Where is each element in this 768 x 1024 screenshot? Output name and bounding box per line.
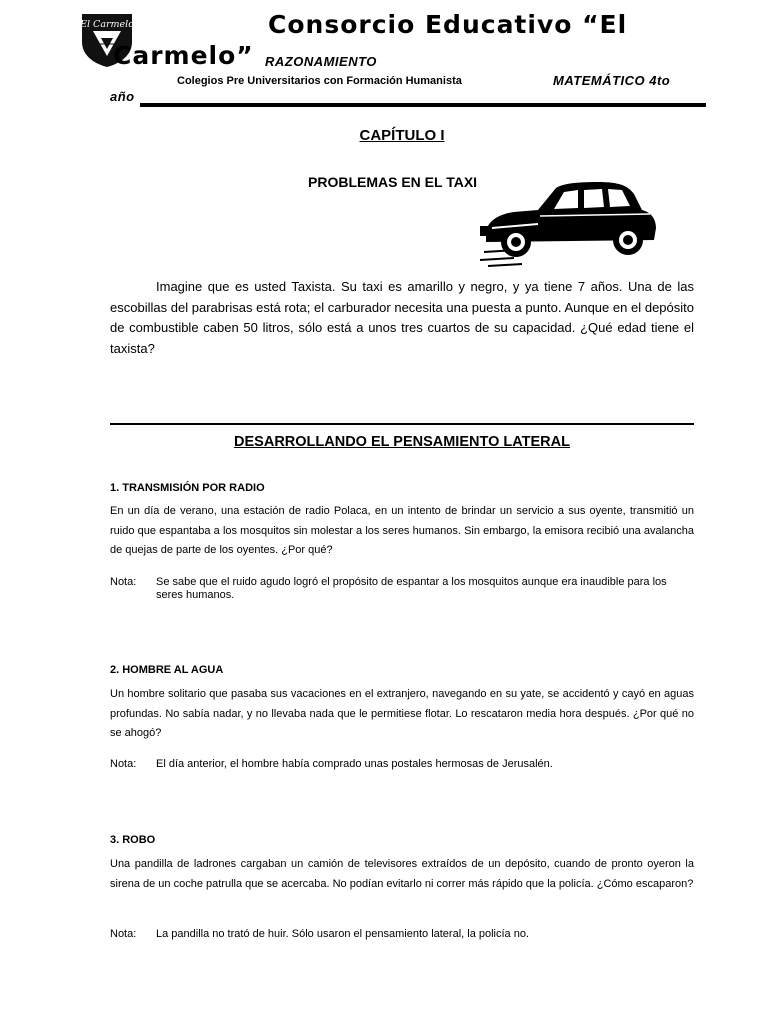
note-label: Nota: — [110, 928, 137, 940]
problem-2-body: Un hombre solitario que pasaba sus vacaciones en el extranjero, navegando en su yate, se accidentó y cayó en aguas profundas. No sabía nadar, y no llevaba nada que le permitiese flotar. Lo rescataron media hora después. ¿Por qué no se ahogó? — [110, 688, 694, 739]
problem-2-note — [110, 758, 694, 771]
header-title-line1: Consorcio Educativo “El — [268, 10, 628, 39]
header-grade: año — [110, 89, 135, 104]
section-divider — [110, 423, 694, 425]
chapter-title: CAPÍTULO I — [359, 127, 445, 144]
header-tagline: Colegios Pre Universitarios con Formación Humanista — [177, 75, 462, 87]
note-text: Se sabe que el ruido agudo logró el propósito de espantar a los mosquitos aunque era inaudible para los seres humanos. — [156, 576, 667, 601]
problem-1-body: En un día de verano, una estación de radio Polaca, en un intento de brindar un servicio a sus oyente, transmitió un ruido que espantaba a los mosquitos sin molestar a los seres humanos. Sin embargo, la emisora recibió una avalancha de quejas de parte de los oyentes. ¿Por qué? — [110, 505, 694, 556]
chapter-subtitle: PROBLEMAS EN EL TAXI — [308, 174, 478, 190]
note-text: La pandilla no trató de huir. Sólo usaron el pensamiento lateral, la policía no. — [156, 928, 530, 940]
problem-3-note — [110, 928, 694, 941]
note-text: El día anterior, el hombre había comprado unas postales hermosas de Jerusalén. — [156, 758, 553, 770]
note-label: Nota: — [110, 758, 137, 770]
problem-3-title: 3. ROBO — [110, 834, 156, 846]
note-label: Nota: — [110, 576, 137, 588]
problem-3-body: Una pandilla de ladrones cargaban un camión de televisores extraídos de un depósito, cuando de pronto oyeron la sirena de un coche patrulla que se acercaba. No podían evitarlo ni correr más rápido que la policía. ¿Cómo escaparon? — [110, 858, 694, 890]
intro-text: Imagine que es usted Taxista. Su taxi es amarillo y negro, y ya tiene 7 años. Una de las escobillas del parabrisas está rota; el carburador necesita una puesta a punto. Aunque en el depósito de combustible caben 50 litros, sólo está a unos tres cuartos de su capacidad. ¿Qué edad tiene el taxista? — [110, 279, 694, 356]
problem-1-note — [110, 576, 694, 602]
taxi-car-illustration — [478, 180, 660, 268]
problem-1-title: 1. TRANSMISIÓN POR RADIO — [110, 482, 265, 494]
header-divider — [140, 103, 706, 107]
header-subject-part1: RAZONAMIENTO — [265, 54, 377, 69]
problem-2-title: 2. HOMBRE AL AGUA — [110, 664, 224, 676]
svg-text:El Carmelo: El Carmelo — [80, 19, 134, 30]
header-title-line2: Carmelo” — [113, 41, 254, 70]
intro-paragraph — [110, 277, 694, 359]
header-subject-part2: MATEMÁTICO 4to — [553, 73, 671, 88]
section-title: DESARROLLANDO EL PENSAMIENTO LATERAL — [234, 434, 570, 450]
